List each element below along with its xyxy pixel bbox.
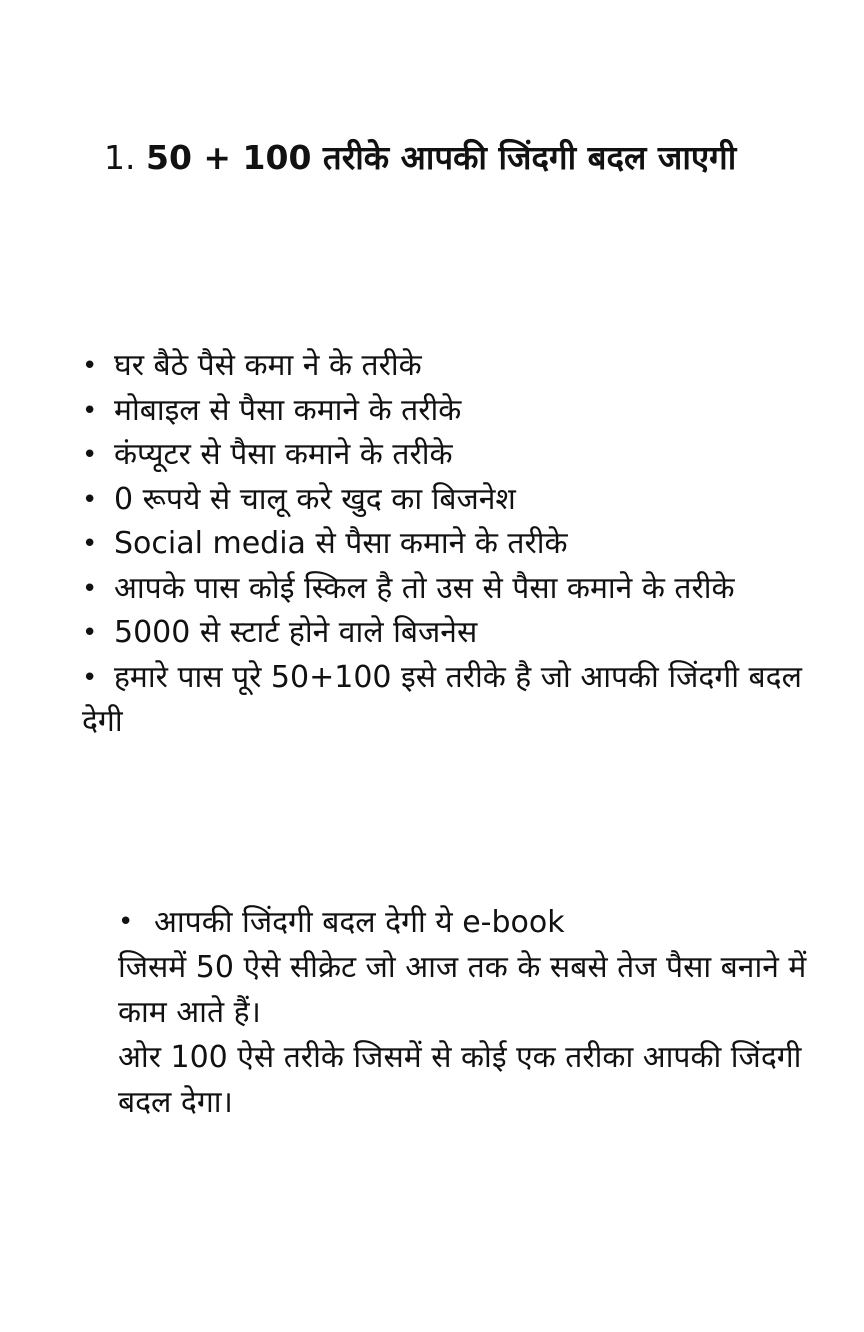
bullet-icon: •: [82, 351, 98, 381]
list-item-text: 5000 से स्टार्ट होने वाले बिजनेस: [114, 615, 478, 650]
list-item: [82, 656, 852, 745]
heading-title: 50 + 100 तरीके आपकी जिंदगी बदल जाएगी: [146, 138, 737, 177]
bullet-icon: •: [118, 907, 134, 937]
list-item-text: कंप्यूटर से पैसा कमाने के तरीके: [114, 437, 453, 472]
ebook-headline: [118, 900, 838, 945]
list-item: [82, 478, 852, 523]
bullet-icon: •: [82, 529, 98, 559]
heading-number: 1.: [104, 138, 136, 177]
page-title: [104, 134, 844, 182]
list-item-text: हमारे पास पूरे 50+100 इसे तरीके है जो आपकी जिंदगी बदल देगी: [82, 659, 802, 739]
list-item: [82, 567, 852, 612]
list-item-text: Social media से पैसा कमाने के तरीके: [114, 526, 568, 561]
list-item: [82, 389, 852, 434]
ebook-paragraph-1: जिसमें 50 ऐसे सीक्रेट जो आज तक के सबसे तेज पैसा बनाने में काम आते हैं।: [118, 950, 807, 1030]
ebook-description: [118, 900, 838, 1125]
ebook-paragraph-2: ओर 100 ऐसे तरीके जिसमें से कोई एक तरीका आपकी जिंदगी बदल देगा।: [118, 1040, 802, 1120]
ebook-headline-text: आपकी जिंदगी बदल देगी ये e-book: [154, 905, 565, 940]
list-item-text: 0 रूपये से चालू करे खुद का बिजनेश: [114, 481, 516, 517]
bullet-icon: •: [82, 484, 98, 515]
bullet-icon: •: [82, 618, 98, 648]
bullet-icon: •: [82, 573, 98, 604]
bullet-icon: •: [82, 440, 98, 470]
list-item: [82, 344, 852, 389]
list-item: [82, 433, 852, 478]
list-item: [82, 611, 852, 656]
list-item: [82, 522, 852, 567]
bullet-icon: •: [82, 395, 98, 426]
bullet-icon: •: [82, 662, 98, 693]
list-item-text: आपके पास कोई स्किल है तो उस से पैसा कमाने के तरीके: [114, 570, 735, 606]
list-item-text: घर बैठे पैसे कमा ने के तरीके: [114, 348, 422, 383]
ways-list: [82, 344, 852, 745]
list-item-text: मोबाइल से पैसा कमाने के तरीके: [114, 392, 462, 428]
